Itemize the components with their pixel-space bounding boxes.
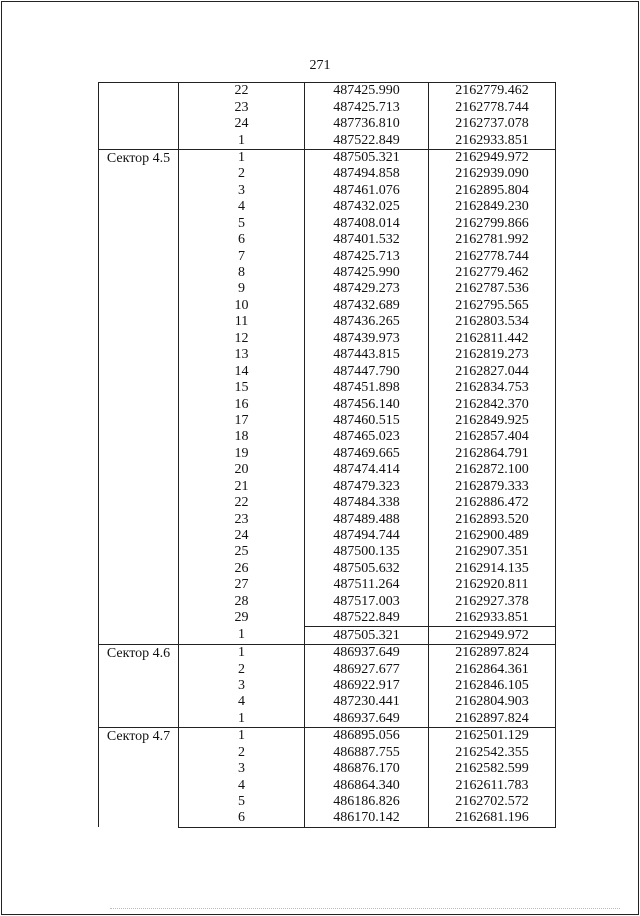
y-coordinate: 2162778.744 [429,99,556,115]
point-number: 6 [179,810,305,827]
x-coordinate: 487505.632 [305,561,429,577]
point-number: 10 [179,298,305,314]
y-coordinate: 2162933.851 [429,132,556,149]
y-coordinate: 2162501.129 [429,728,556,745]
y-coordinate: 2162897.824 [429,644,556,661]
y-coordinate: 2162927.378 [429,594,556,610]
y-coordinate: 2162611.783 [429,777,556,793]
point-number: 14 [179,363,305,379]
y-coordinate: 2162939.090 [429,166,556,182]
y-coordinate: 2162914.135 [429,561,556,577]
table-row [99,644,556,661]
y-coordinate: 2162849.230 [429,199,556,215]
x-coordinate: 486864.340 [305,777,429,793]
y-coordinate: 2162864.361 [429,661,556,677]
x-coordinate: 487461.076 [305,183,429,199]
y-coordinate: 2162781.992 [429,232,556,248]
x-coordinate: 487425.990 [305,83,429,100]
x-coordinate: 487505.321 [305,627,429,644]
sector-label: Сектор 4.7 [99,728,179,828]
y-coordinate: 2162849.925 [429,413,556,429]
x-coordinate: 486895.056 [305,728,429,745]
sector-group [99,644,556,727]
y-coordinate: 2162702.572 [429,794,556,810]
x-coordinate: 487436.265 [305,314,429,330]
point-number: 4 [179,199,305,215]
y-coordinate: 2162778.744 [429,248,556,264]
point-number: 13 [179,347,305,363]
x-coordinate: 487432.025 [305,199,429,215]
point-number: 12 [179,331,305,347]
point-number: 2 [179,745,305,761]
x-coordinate: 487736.810 [305,116,429,132]
y-coordinate: 2162787.536 [429,281,556,297]
x-coordinate: 487230.441 [305,694,429,710]
x-coordinate: 487425.713 [305,99,429,115]
point-number: 1 [179,149,305,166]
x-coordinate: 487456.140 [305,396,429,412]
x-coordinate: 486170.142 [305,810,429,827]
x-coordinate: 487474.414 [305,462,429,478]
y-coordinate: 2162799.866 [429,216,556,232]
y-coordinate: 2162864.791 [429,446,556,462]
point-number: 4 [179,694,305,710]
point-number: 20 [179,462,305,478]
x-coordinate: 487489.488 [305,511,429,527]
x-coordinate: 487451.898 [305,380,429,396]
point-number: 8 [179,265,305,281]
x-coordinate: 487460.515 [305,413,429,429]
point-number: 2 [179,166,305,182]
y-coordinate: 2162795.565 [429,298,556,314]
point-number: 15 [179,380,305,396]
y-coordinate: 2162933.851 [429,610,556,627]
x-coordinate: 486927.677 [305,661,429,677]
point-number: 23 [179,99,305,115]
page-number: 271 [309,58,331,73]
point-number: 29 [179,610,305,627]
point-number: 26 [179,561,305,577]
point-number: 21 [179,479,305,495]
x-coordinate: 487447.790 [305,363,429,379]
y-coordinate: 2162857.404 [429,429,556,445]
point-number: 16 [179,396,305,412]
y-coordinate: 2162779.462 [429,265,556,281]
x-coordinate: 487511.264 [305,577,429,593]
table-row [99,728,556,745]
y-coordinate: 2162737.078 [429,116,556,132]
y-coordinate: 2162895.804 [429,183,556,199]
point-number: 2 [179,661,305,677]
point-number: 11 [179,314,305,330]
y-coordinate: 2162811.442 [429,331,556,347]
y-coordinate: 2162900.489 [429,528,556,544]
coordinates-table [98,82,556,828]
x-coordinate: 486876.170 [305,761,429,777]
x-coordinate: 487522.849 [305,132,429,149]
sector-group [99,149,556,644]
x-coordinate: 487429.273 [305,281,429,297]
x-coordinate: 487522.849 [305,610,429,627]
y-coordinate: 2162827.044 [429,363,556,379]
point-number: 4 [179,777,305,793]
point-number: 9 [179,281,305,297]
x-coordinate: 486887.755 [305,745,429,761]
point-number: 1 [179,644,305,661]
x-coordinate: 486937.649 [305,644,429,661]
y-coordinate: 2162834.753 [429,380,556,396]
x-coordinate: 487432.689 [305,298,429,314]
x-coordinate: 487465.023 [305,429,429,445]
sector-label [99,83,179,150]
point-number: 3 [179,183,305,199]
x-coordinate: 487500.135 [305,544,429,560]
x-coordinate: 487425.990 [305,265,429,281]
y-coordinate: 2162872.100 [429,462,556,478]
y-coordinate: 2162920.811 [429,577,556,593]
point-number: 1 [179,711,305,728]
table-row [99,149,556,166]
y-coordinate: 2162879.333 [429,479,556,495]
y-coordinate: 2162897.824 [429,711,556,728]
point-number: 25 [179,544,305,560]
y-coordinate: 2162846.105 [429,678,556,694]
x-coordinate: 487401.532 [305,232,429,248]
point-number: 1 [179,627,305,644]
point-number: 22 [179,83,305,100]
y-coordinate: 2162907.351 [429,544,556,560]
x-coordinate: 486186.826 [305,794,429,810]
point-number: 18 [179,429,305,445]
table-row [99,83,556,100]
y-coordinate: 2162779.462 [429,83,556,100]
point-number: 24 [179,528,305,544]
sector-label: Сектор 4.5 [99,149,179,644]
sector-group [99,728,556,828]
point-number: 24 [179,116,305,132]
point-number: 7 [179,248,305,264]
y-coordinate: 2162542.355 [429,745,556,761]
point-number: 1 [179,132,305,149]
y-coordinate: 2162886.472 [429,495,556,511]
point-number: 5 [179,794,305,810]
point-number: 3 [179,678,305,694]
x-coordinate: 486922.917 [305,678,429,694]
point-number: 17 [179,413,305,429]
point-number: 5 [179,216,305,232]
point-number: 27 [179,577,305,593]
x-coordinate: 487494.744 [305,528,429,544]
y-coordinate: 2162893.520 [429,511,556,527]
y-coordinate: 2162949.972 [429,627,556,644]
x-coordinate: 486937.649 [305,711,429,728]
point-number: 19 [179,446,305,462]
y-coordinate: 2162949.972 [429,149,556,166]
x-coordinate: 487494.858 [305,166,429,182]
point-number: 22 [179,495,305,511]
x-coordinate: 487425.713 [305,248,429,264]
y-coordinate: 2162819.273 [429,347,556,363]
y-coordinate: 2162842.370 [429,396,556,412]
point-number: 1 [179,728,305,745]
point-number: 28 [179,594,305,610]
sector-label: Сектор 4.6 [99,644,179,727]
sector-group [99,83,556,150]
x-coordinate: 487408.014 [305,216,429,232]
point-number: 3 [179,761,305,777]
y-coordinate: 2162582.599 [429,761,556,777]
x-coordinate: 487505.321 [305,149,429,166]
point-number: 23 [179,511,305,527]
y-coordinate: 2162804.903 [429,694,556,710]
x-coordinate: 487479.323 [305,479,429,495]
x-coordinate: 487439.973 [305,331,429,347]
y-coordinate: 2162803.534 [429,314,556,330]
x-coordinate: 487443.815 [305,347,429,363]
point-number: 6 [179,232,305,248]
x-coordinate: 487484.338 [305,495,429,511]
y-coordinate: 2162681.196 [429,810,556,827]
x-coordinate: 487469.665 [305,446,429,462]
scan-edge-line [110,908,620,909]
x-coordinate: 487517.003 [305,594,429,610]
